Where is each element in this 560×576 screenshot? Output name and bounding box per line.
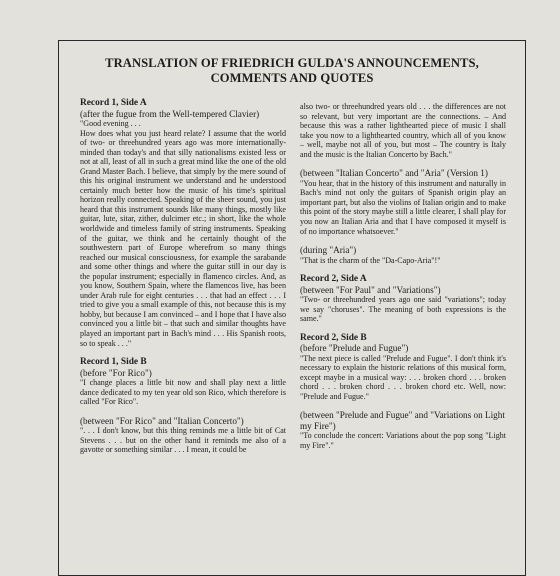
record-1-side-a-heading: Record 1, Side A: [80, 98, 147, 108]
record-1-side-b-subheading: (before "For Rico"): [80, 367, 152, 378]
record-2-side-a-subheading: (between "For Paul" and "Variations"): [300, 284, 441, 295]
record-2-side-b-text: "The next piece is called "Prelude and Fugue". I don't think it's necessary to explain the historic relations of this musical form, except maybe in a musical way: . . . broken chord . . . broken chord . . . broken chord . . . broken chord etc. Well, now: "Prelude and Fugue.": [300, 353, 506, 401]
record-2-side-a-text: "Two- or threehundred years ago one said "variations"; today we say "choruses". The meaning of both expressions is the same.": [300, 295, 506, 324]
rico-italian-subheading: (between "For Rico" and "Italian Concerto"): [80, 415, 244, 426]
record-1-side-b-text: "I change places a little bit now and shall play next a little dance dedicated to my ten year old son Rico, which therefore is called "For Rico".: [80, 378, 286, 407]
continued-text: also two- or threehundred years old . . . the differences are not so relevant, but very important are the connections. – And because this was a rather lighthearted piece of music I shall take you now to a lighthearted country, which all of you know – well, maybe not all of you, but most – The country is Italy and the music is the Italian Concerto by Bach.": [300, 102, 506, 159]
title-line-2: COMMENTS AND QUOTES: [210, 71, 374, 85]
record-2-side-b-heading: Record 2, Side B: [300, 332, 367, 343]
record-2-side-a-heading: Record 2, Side A: [300, 274, 367, 285]
prelude-light-my-fire-subheading: (between "Prelude and Fugue" and "Variations on Light my Fire"): [300, 410, 505, 431]
italian-aria-subheading: (between "Italian Concerto" and "Aria" (Version 1): [300, 168, 488, 179]
left-column: [80, 98, 286, 455]
italian-aria-text: "You hear, that in the history of this instrument and naturally in Bach's mind not only the guitars of Spanish origin play an important part, but also the violins of Italian origin and to make this point of the story maybe still a little clearer, I shall play for you now an Italian Aria and that I have composed it myself is of no importance whatsoever.": [300, 178, 506, 236]
aria-text: "That is the charm of the "Da-Capo-Aria"!": [300, 255, 441, 265]
record-1-side-a-text: "Good evening . . . How does what you just heard relate? I assume that the world of two- or threehundred years ago was more internationally-minded than today's and that silly nationalisms existed less or not at all, least of all in such a great mind like the one of the old Grand Master Bach. I believe, that simply by the mere sound of this his original instrument we understand and he understood certainly much better how the music of his time's spiritual horizon really connected. Speaking of the sheer sound, you just heard that this instrument sounds like many things, mostly like guitar, lute, sitar, zither, dulcimer etc.; in short, like the whole worldwide and timeless family of string instruments. Speaking of the guitar, we think and he certainly thought of the southwestern part of Europe wherefrom so many things reached our musical consciousness, for example the sarabande and some other things and where the guitar still in our day is the popular instrument; especially in flamenco circles. And, as you know, Southern Spain, where the flamencos live, has been under Arab rule for eight centuries . . . that had an effect . . . I tried to give you a small example of this, not because this is my hobby, but because I am convinced – and I hope that I have also convinced you a little bit – that such and similar thoughts have played an important part in Bach's mind . . . His Spanish roots, so to speak . . .": [80, 119, 286, 348]
record-1-side-a-subheading: (after the fugue from the Well-tempered Clavier): [80, 108, 260, 119]
title-line-1: TRANSLATION OF FRIEDRICH GULDA'S ANNOUNCEMENTS,: [105, 56, 479, 70]
right-column: [300, 102, 506, 451]
rico-italian-text: ". . . I don't know, but this thing reminds me a little bit of Cat Stevens . . . but on the other hand it reminds me also of a gavotte or something similar . . . I mean, it could be: [80, 426, 286, 455]
prelude-light-my-fire-text: "To conclude the concert: Variations about the pop song "Light my Fire".": [300, 431, 506, 451]
record-1-side-b-heading: Record 1, Side B: [80, 357, 147, 368]
record-2-side-b-subheading: (before "Prelude and Fugue"): [300, 343, 409, 354]
aria-subheading: (during "Aria"): [300, 245, 357, 256]
page-title: [58, 56, 526, 86]
